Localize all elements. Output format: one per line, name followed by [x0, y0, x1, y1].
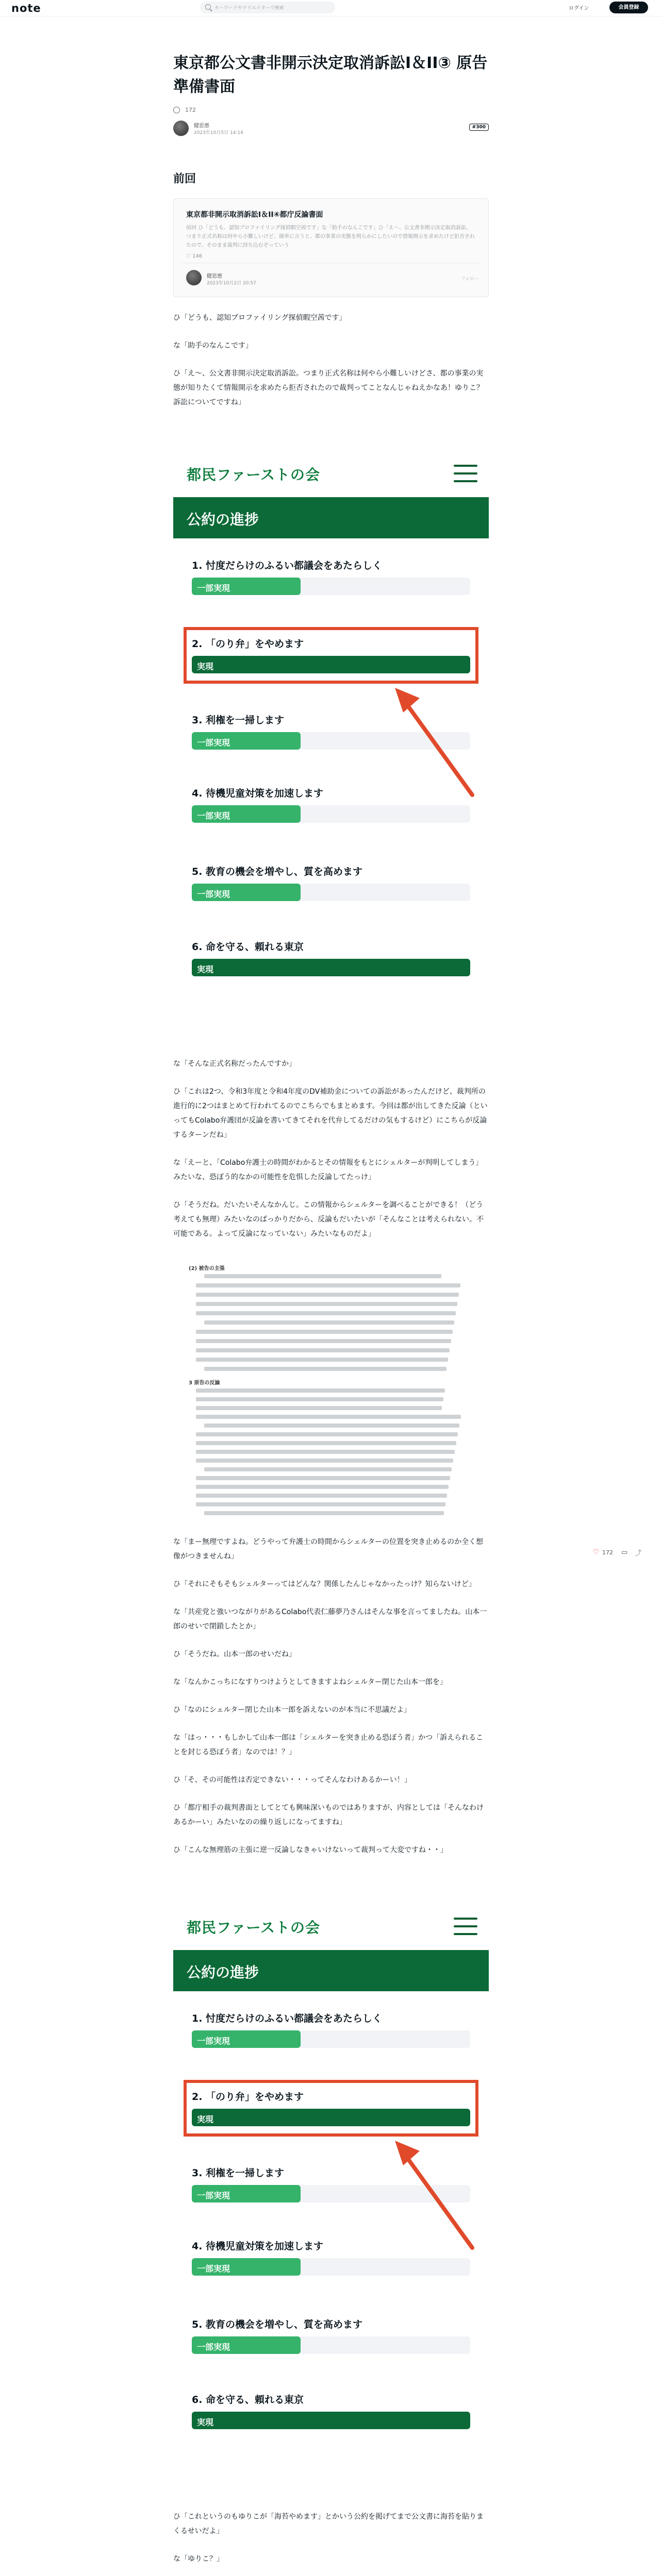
promise-item-title: 4. 待機児童対策を加速します [192, 2241, 324, 2252]
progress-bar [192, 884, 470, 901]
doc-text-line [204, 1320, 454, 1325]
paragraphs-3 [173, 1535, 489, 1857]
paragraph: な「助手のなんこです」 [173, 342, 253, 350]
promise-item-title: 3. 利権を一掃します [192, 715, 285, 726]
note-logo[interactable]: note [11, 2, 41, 14]
progress-bar [192, 2412, 470, 2429]
paragraph: な「そんな正式名称だったんですか」 [173, 1060, 296, 1068]
doc-text-line [196, 1485, 449, 1489]
comment-icon[interactable]: ▭ [621, 1548, 628, 1556]
like-heart-icon[interactable]: ♡ [593, 1548, 600, 1556]
embed-like-count: ♡ 146 [186, 253, 203, 259]
promise-item-title: 2. 「のり弁」をやめます [192, 2091, 304, 2103]
paragraph: ひ「え〜、公文書非開示決定取消訴訟。つまり正式名称は何やら小難しいけどさ、都の事業の実態が知りたくて情報開示を求めたら拒否されたので裁判ってことなんじゃねえかなあ！ゆりこ？訴訟についてですね」 [173, 369, 484, 406]
progress-bar [192, 2258, 470, 2276]
promise-item-title: 1. 忖度だらけのふるい都議会をあたらしく [192, 2013, 383, 2024]
search-placeholder: キーワードやクリエイターで検索 [214, 6, 284, 11]
doc-text-line [196, 1476, 450, 1480]
embed-description: 前回 ひ「どうも、認知プロファイリング探偵暇空茜です」な「助手のなんこです」ひ「え〜、公文書非開示決定取消訴訟。つまり正式名称は何やら小難しいけど、簡単に言うと、都の事業の実態を明らかにしたいので情報開示を求めたけど拒否されたので、そのまま裁判に持ち込むぞっていう [186, 225, 475, 248]
doc-text-line [196, 1293, 459, 1297]
doc-text-line [196, 1494, 447, 1498]
embed-like-value: 146 [192, 253, 203, 259]
paragraph: ひ「どうも、認知プロファイリング探偵暇空茜です」 [173, 314, 346, 322]
progress-status: 実現 [197, 662, 214, 671]
menu-bar [454, 1918, 477, 1920]
progress-status: 一部実現 [197, 811, 230, 821]
follow-button[interactable]: フォロー [460, 277, 479, 282]
promise-item-title: 2. 「のり弁」をやめます [192, 638, 304, 650]
progress-fill [192, 2030, 301, 2048]
progress-fill [192, 578, 301, 595]
search-input[interactable] [200, 2, 335, 13]
doc-text-line [204, 1423, 459, 1428]
paragraph: ひ「これは2つ、令和3年度と令和4年度のDV補助金についての訴訟があったんだけど、裁判所の進行的に2つはまとめて行われてるのでこちらでもまとめます。今回は都が出してきた反論（といってもColabo弁護団が反論を書いてきてそれを代弁してるだけの気もするけど）にこちらが反論するターンだね」 [173, 1088, 488, 1139]
banner [173, 1950, 489, 1991]
doc-text-line [196, 1302, 457, 1306]
signup-button[interactable]: 会員登録 [609, 2, 648, 13]
doc-text-line [196, 1283, 460, 1287]
promise-item-title: 6. 命を守る、頼れる東京 [192, 941, 304, 953]
highlight-box [184, 627, 478, 684]
progress-fill [192, 959, 470, 976]
author-row [173, 120, 489, 138]
progress-status: 一部実現 [197, 2036, 230, 2046]
progress-status: 一部実現 [197, 889, 230, 899]
doc-text-line [196, 1339, 451, 1343]
paragraphs-1 [173, 311, 489, 410]
progress-fill [192, 2336, 301, 2354]
paragraphs-4 [173, 2510, 489, 2576]
share-icon[interactable]: ⤴ [635, 1549, 642, 1557]
menu-bar [454, 1925, 477, 1927]
doc-text-line [196, 1459, 453, 1463]
doc-text-line [204, 1511, 444, 1515]
paragraph: ひ「これというのもゆりこが「海苔やめます」とかいう公約を掲げてまで公文書に海苔を貼りまくるせいだよ」 [173, 2513, 484, 2535]
doc-text-line [196, 1311, 456, 1315]
promise-progress-image-2 [173, 1893, 489, 2496]
progress-status: 一部実現 [197, 738, 230, 748]
paragraph: な「共産党と強いつながりがあるColabo代表仁藤夢乃さんはそんな事を言ってましたね。山本一郎のせいで閉鎖したとか」 [173, 1608, 487, 1631]
court-document-image [173, 1257, 489, 1521]
paragraphs-2 [173, 1057, 489, 1241]
progress-status: 実現 [197, 2114, 214, 2124]
promise-item-title: 1. 忖度だらけのふるい都議会をあたらしく [192, 560, 383, 571]
login-link[interactable]: ログイン [569, 6, 589, 11]
progress-status: 実現 [197, 2417, 214, 2427]
paragraph: ひ「そうだね。山本一郎のせいだね」 [173, 1650, 296, 1658]
doc-text-line [204, 1467, 452, 1471]
doc-text-line [204, 1367, 446, 1371]
banner [173, 497, 489, 538]
banner-title: 公約の進捗 [187, 1964, 259, 1981]
paragraph: な「ゆりこ？」 [173, 2555, 224, 2563]
highlight-box [184, 2080, 478, 2137]
avatar[interactable] [173, 121, 189, 136]
progress-bar [192, 959, 470, 976]
doc-text-line [196, 1432, 458, 1436]
article-title: 東京都公文書非開示決定取消訴訟I＆II③ 原告準備書面 [173, 54, 488, 96]
doc-heading-2: 3 原告の反論 [189, 1380, 220, 1386]
doc-text-line [196, 1415, 461, 1419]
progress-status: 一部実現 [197, 2191, 230, 2200]
progress-fill [192, 732, 301, 750]
publish-date: 2023年10月5日 14:14 [194, 130, 243, 135]
embed-author: 健思悪 [207, 274, 222, 279]
progress-fill [192, 2185, 301, 2202]
paragraph: な「なんかこっちになすりつけようとしてきますよねシェルター閉じた山本一郎を」 [173, 1678, 447, 1686]
side-like-count: 172 [602, 1549, 613, 1556]
search-icon [205, 4, 211, 10]
doc-text-line [196, 1388, 445, 1393]
promise-item-title: 5. 教育の機会を増やし、質を高めます [192, 2319, 363, 2330]
paragraph: ひ「そうだね。だいたいそんなかんじ。この情報からシェルターを調べることができる！（どう考えても無理）みたいなのばっかりだから、反論もだいたいが「そんなことは考えられない。不可能である。よって反論になっていない」みたいなものだよ」 [173, 1201, 484, 1238]
progress-status: 一部実現 [197, 2264, 230, 2274]
like-count: 172 [185, 106, 196, 113]
promise-item-title: 6. 命を守る、頼れる東京 [192, 2394, 304, 2405]
promise-item-title: 4. 待機児童対策を加速します [192, 788, 324, 799]
progress-status: 実現 [197, 964, 214, 974]
paragraph: ひ「都庁相手の裁判書面としてとても興味深いものではありますが、内容としては「そんなわけあるかーい」みたいなのの繰り返しになってますね」 [173, 1804, 484, 1826]
section-heading: 前回 [173, 173, 196, 185]
paragraph: ひ「それにそもそもシェルターってはどんな？関係したんじゃなかったっけ？知らないけど」 [173, 1580, 476, 1588]
progress-bar [192, 2336, 470, 2354]
article [173, 52, 489, 2576]
doc-text-line [204, 1274, 441, 1278]
menu-icon [454, 1918, 477, 1935]
promise-progress-image [173, 440, 489, 1043]
side-actions [593, 1547, 649, 1557]
doc-heading-1: (2) 被告の主張 [189, 1266, 225, 1272]
paragraph: な「はっ・・・もしかして山本一郎は「シェルターを突き止める恐ぼう者」かつ「訴えられることを封じる恐ぼう者」なのでは！？」 [173, 1734, 484, 1756]
menu-bar [454, 465, 477, 467]
progress-bar [192, 805, 470, 823]
progress-status: 一部実現 [197, 583, 230, 593]
progress-fill [192, 805, 301, 823]
paragraph: ひ「そ、その可能性は否定できない・・・ってそんなわけあるかーい！」 [173, 1776, 411, 1784]
progress-fill [192, 2258, 301, 2276]
progress-fill [192, 884, 301, 901]
party-brand: 都民ファーストの会 [187, 466, 321, 483]
progress-bar [192, 2030, 470, 2048]
like-icon[interactable] [173, 107, 180, 113]
red-arrow-icon [390, 687, 483, 805]
party-brand: 都民ファーストの会 [187, 1919, 321, 1936]
menu-bar [454, 480, 477, 482]
banner-title: 公約の進捗 [187, 511, 259, 528]
promise-item-title: 3. 利権を一掃します [192, 2167, 285, 2179]
menu-icon [454, 465, 477, 482]
paragraph: ひ「こんな無理筋の主張に逆一反論しなきゃいけないって裁判って大変ですね・・」 [173, 1846, 448, 1854]
menu-bar [454, 472, 477, 474]
promise-item-title: 5. 教育の機会を増やし、質を高めます [192, 866, 363, 877]
doc-text-line [196, 1358, 448, 1362]
progress-status: 一部実現 [197, 2342, 230, 2352]
doc-text-line [196, 1441, 456, 1445]
progress-fill [192, 2412, 470, 2429]
doc-text-line [196, 1450, 455, 1454]
like-row [173, 105, 489, 114]
author-name[interactable]: 健思悪 [194, 123, 209, 129]
doc-text-line [196, 1330, 453, 1334]
embed-avatar [186, 270, 202, 285]
red-arrow-icon [390, 2140, 483, 2258]
site-header [0, 0, 662, 16]
progress-bar [192, 578, 470, 595]
paragraph: ひ「なのにシェルター閉じた山本一郎を訴えないのが本当に不思議だよ」 [173, 1706, 411, 1714]
doc-text-line [196, 1348, 450, 1352]
tag-badge[interactable]: #300 [469, 124, 489, 131]
menu-bar [454, 1933, 477, 1935]
embed-date: 2023年10月2日 20:57 [207, 281, 256, 286]
embed-title[interactable]: 東京都非開示取消訴訟I＆II④都庁反論書面 [186, 211, 323, 219]
paragraph: な「えーと、「Colabo弁護士の時間がわかるとその情報をもとにシェルターが判明してしまう」みたいな、恐ぼう的なかの可能性を危惧した反論してたっけ」 [173, 1159, 483, 1181]
doc-text-line [196, 1406, 442, 1410]
paragraph: な「まー無理ですよね。どうやって弁護士の時間からシェルターの位置を突き止めるのか全く想像がつきませんね」 [173, 1538, 484, 1561]
doc-text-line [196, 1502, 445, 1506]
embed-card[interactable] [173, 198, 489, 297]
doc-text-line [196, 1397, 443, 1401]
